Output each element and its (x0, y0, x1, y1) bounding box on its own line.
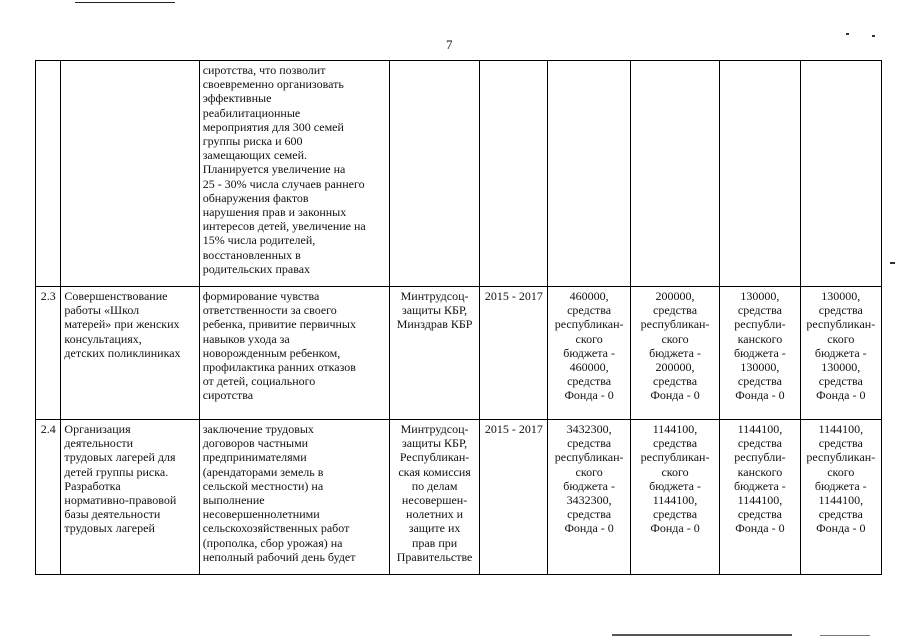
executor: Минтрудсоц- защиты КБР, Минздрав КБР (389, 287, 479, 420)
program-table (35, 60, 882, 575)
funding-2016 (720, 61, 800, 287)
period: 2015 - 2017 (480, 287, 548, 420)
bottom-rule (612, 634, 792, 636)
funding-2017: 1144100, средства республикан- ского бюджета - 1144100, средства Фонда - 0 (800, 420, 881, 575)
period: 2015 - 2017 (480, 420, 548, 575)
top-rule (75, 2, 175, 3)
row-number: 2.4 (36, 420, 61, 575)
scan-speck (890, 262, 895, 264)
scan-speck (846, 33, 849, 35)
period (480, 61, 548, 287)
activity-title (61, 61, 199, 287)
row-number: 2.3 (36, 287, 61, 420)
expected-result: сиротства, что позволит своевременно организовать эффективные реабилитационные мероприятия для 300 семей группы риска и 600 замещающих семей. Планируется увеличение на 25 - 30% числа случаев раннего обнаружения фактов нарушения прав и законных интересов детей, увеличение на 15% числа родителей, восстановленных в родительских правах (199, 61, 389, 287)
funding-total: 3432300, средства республикан- ского бюджета - 3432300, средства Фонда - 0 (548, 420, 630, 575)
funding-2017: 130000, средства республикан- ского бюджета - 130000, средства Фонда - 0 (800, 287, 881, 420)
executor (389, 61, 479, 287)
bottom-rule (820, 635, 870, 636)
expected-result: формирование чувства ответственности за своего ребенка, привитие первичных навыков ухода за новорожденным ребенком, профилактика ранних отказов от детей, социального сиротства (199, 287, 389, 420)
funding-2015 (630, 61, 719, 287)
table-row (36, 420, 882, 575)
row-number (36, 61, 61, 287)
funding-2016: 1144100, средства республи- канского бюджета - 1144100, средства Фонда - 0 (720, 420, 800, 575)
page-number: 7 (446, 37, 453, 52)
activity-title: Организация деятельности трудовых лагерей для детей группы риска. Разработка нормативно-правовой базы деятельности трудовых лагерей (61, 420, 199, 575)
funding-total (548, 61, 630, 287)
expected-result: заключение трудовых договоров частными предпринимателями (арендаторами земель в сельской местности) на выполнение несовершеннолетними сельскохозяйственных работ (прополка, сбор урожая) на неполный рабочий день будет (199, 420, 389, 575)
activity-title: Совершенствование работы «Школ матерей» при женских консультациях, детских поликлиниках (61, 287, 199, 420)
funding-2015: 1144100, средства республикан- ского бюджета - 1144100, средства Фонда - 0 (630, 420, 719, 575)
table-row (36, 61, 882, 287)
executor: Минтрудсоц- защиты КБР, Республикан- ская комиссия по делам несовершен- нолетних и защите их прав при Правительстве (389, 420, 479, 575)
funding-2017 (800, 61, 881, 287)
funding-total: 460000, средства республикан- ского бюджета - 460000, средства Фонда - 0 (548, 287, 630, 420)
funding-2016: 130000, средства республи- канского бюджета - 130000, средства Фонда - 0 (720, 287, 800, 420)
table-row (36, 287, 882, 420)
funding-2015: 200000, средства республикан- ского бюджета - 200000, средства Фонда - 0 (630, 287, 719, 420)
scan-speck (872, 35, 875, 37)
